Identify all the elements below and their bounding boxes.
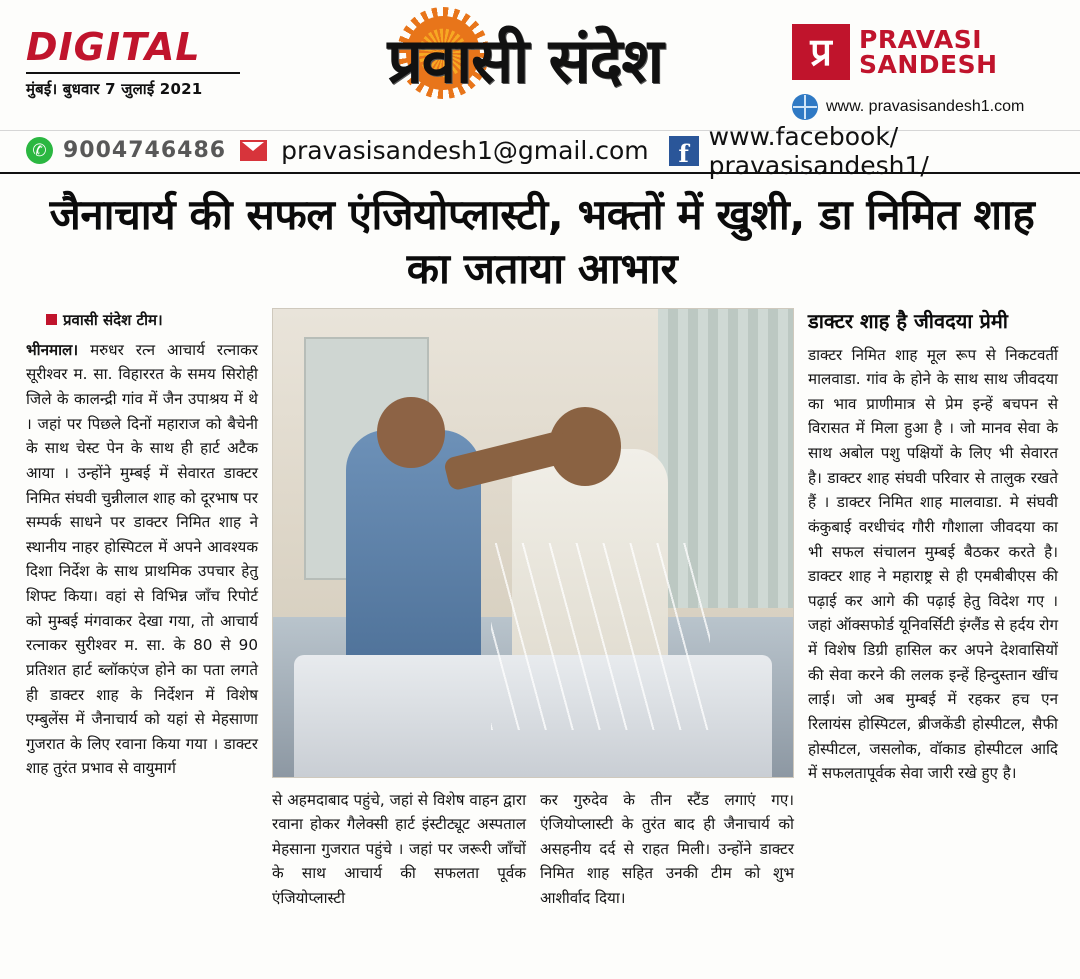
masthead-divider [26, 72, 240, 74]
article-column-1-text: मरुधर रत्न आचार्य रत्नाकर सूरीश्वर म. सा. विहाररत के समय सिरोही जिले के कालन्द्री गांव में जैन उपाश्रय में थे । जहां पर पिछले दिनों महाराज को बैचेनी के साथ चेस्ट पेन के साथ ही हार्ट अटैक आया । उन्होंने मुम्बई में सेवारत डाक्टर निमित संघवी चुन्नीलाल शाह को दूरभाष पर सम्पर्क साधने पर डाक्टर निमित शाह ने स्थानीय नाहर होस्पिटल में अपने आवश्यक दिशा निर्देश के साथ प्राथमिक उपचार हेतु शिफ्ट किया। वहां से विभिन्न जाँच रिपोर्ट को मुम्बई मंगवाकर देखा गया, तो आचार्य रत्नाकर सुरीश्वर म. सा. के 80 से 90 प्रतिशत हार्ट ब्लॉकएंज होने का पता लगते ही डाक्टर शाह के निर्देशन में विशेष एम्बुलेंस में जैनाचार्य को यहां से मेहसाणा गुजरात के लिए रवाना किया गया । डाक्टर शाह तुरंत प्रभाव से वायुमार्ग [26, 340, 258, 778]
sidebar-subheading: डाक्टर शाह है जीवदया प्रेमी [808, 308, 1008, 333]
masthead-right [792, 14, 1062, 120]
digital-label: DIGITAL [26, 25, 201, 69]
article-column-2-text: से अहमदाबाद पहुंचे, जहां से विशेष वाहन द्वारा रवाना होकर गैलेक्सी हार्ट इंस्टीट्यूट अस्पताल मेहसाना गुजरात पहुंचे । जहां पर जरूरी जाँचों के साथ आचार्य की सफलता पूर्वक एंजियोप्लास्टी [272, 790, 526, 907]
website-row[interactable] [792, 94, 1062, 120]
phone-number: 9004746486 [63, 138, 227, 163]
paper-title: प्रवासी संदेश [387, 24, 663, 97]
byline-bullet-icon [46, 314, 57, 325]
dateline: भीनमाल। [26, 340, 79, 359]
brand-block [792, 24, 1062, 80]
photo-medical-wires [491, 543, 709, 730]
brand-name [859, 24, 998, 79]
byline-text: प्रवासी संदेश टीम। [63, 310, 163, 329]
brand-logo-icon: प्र [792, 24, 850, 80]
brand-name-line2: SANDESH [859, 50, 998, 79]
article-body [0, 300, 1080, 911]
facebook-icon[interactable]: f [669, 136, 699, 166]
masthead-center [258, 14, 792, 97]
email-address[interactable]: pravasisandesh1@gmail.com [281, 136, 649, 165]
article-headline: जैनाचार्य की सफल एंजियोप्लास्टी, भक्तों में खुशी, डा निमित शाह का जताया आभार [49, 190, 1035, 293]
article-column-2 [272, 788, 526, 911]
masthead-left [26, 14, 258, 99]
contact-bar [0, 121, 1080, 180]
article-photo [272, 308, 794, 778]
whatsapp-icon[interactable]: ✆ [26, 137, 53, 164]
website-url[interactable]: www. pravasisandesh1.com [826, 98, 1025, 115]
article-paragraph-1 [26, 338, 258, 781]
article-column-center [272, 308, 794, 911]
globe-icon [792, 94, 818, 120]
byline [46, 308, 258, 332]
facebook-url[interactable]: www.facebook/ pravasisandesh1/ [708, 121, 929, 180]
photo-doctor-head [377, 397, 445, 467]
masthead [0, 0, 1080, 130]
email-icon [240, 140, 267, 161]
brand-name-line1: PRAVASI [859, 24, 983, 54]
article-column-3-text: कर गुरुदेव के तीन स्टैंड लगाएं गए। एंजियोप्लास्टी के तुरंत बाद ही जैनाचार्य को असहनीय दर्द से राहत मिली। उन्होंने डाक्टर निमित शाह सहित उनकी टीम को शुभ आशीर्वाद दिया। [540, 790, 794, 907]
sidebar-text: डाक्टर निमित शाह मूल रूप से निकटवर्ती मालवाडा. गांव के होने के साथ साथ जीवदया का भाव प्राणीमात्र से प्रेम इन्हें बचपन से विरासत में मिला हुआ है । जो मानव सेवा के साथ अबोल पशु पक्षियों के लिए भी सेवारत है। डाक्टर शाह संघवी परिवार से तालुक रखते हैं । डाक्टर निमित शाह मालवाडा. मे संघवी कंकुबाई वरधीचंद गौरी गौशाला जीवदया का भी सफल संचालन मुम्बई बैठकर करते है। डाक्टर शाह ने महाराष्ट्र से ही एमबीबीएस की पढ़ाई कर आगे की पढ़ाई हेतु विदेश गए । जहां ऑक्सफोर्ड यूनिवर्सिटी इंग्लैंड से हर्दय रोग में विशेष डिग्री हासिल कर अपने देशवासियों की सेवा करने की ललक इन्हें हिन्दुस्तान खींच लाई। जो अब मुम्बई में रहकर हच एन रिलायंस होस्पिटल, ब्रीजकेंडी होस्पीटल, सैफी होस्पीटल, जसलोक, वॉकाड होस्पीटल आदि में सफलतापूर्वक सेवा जारी रखे हुए है। [808, 345, 1058, 783]
edition-date: मुंबई। बुधवार 7 जुलाई 2021 [26, 80, 203, 98]
article-column-1 [26, 308, 258, 911]
sidebar-column [808, 308, 1058, 911]
article-lower-columns [272, 788, 794, 911]
article-column-3 [540, 788, 794, 911]
